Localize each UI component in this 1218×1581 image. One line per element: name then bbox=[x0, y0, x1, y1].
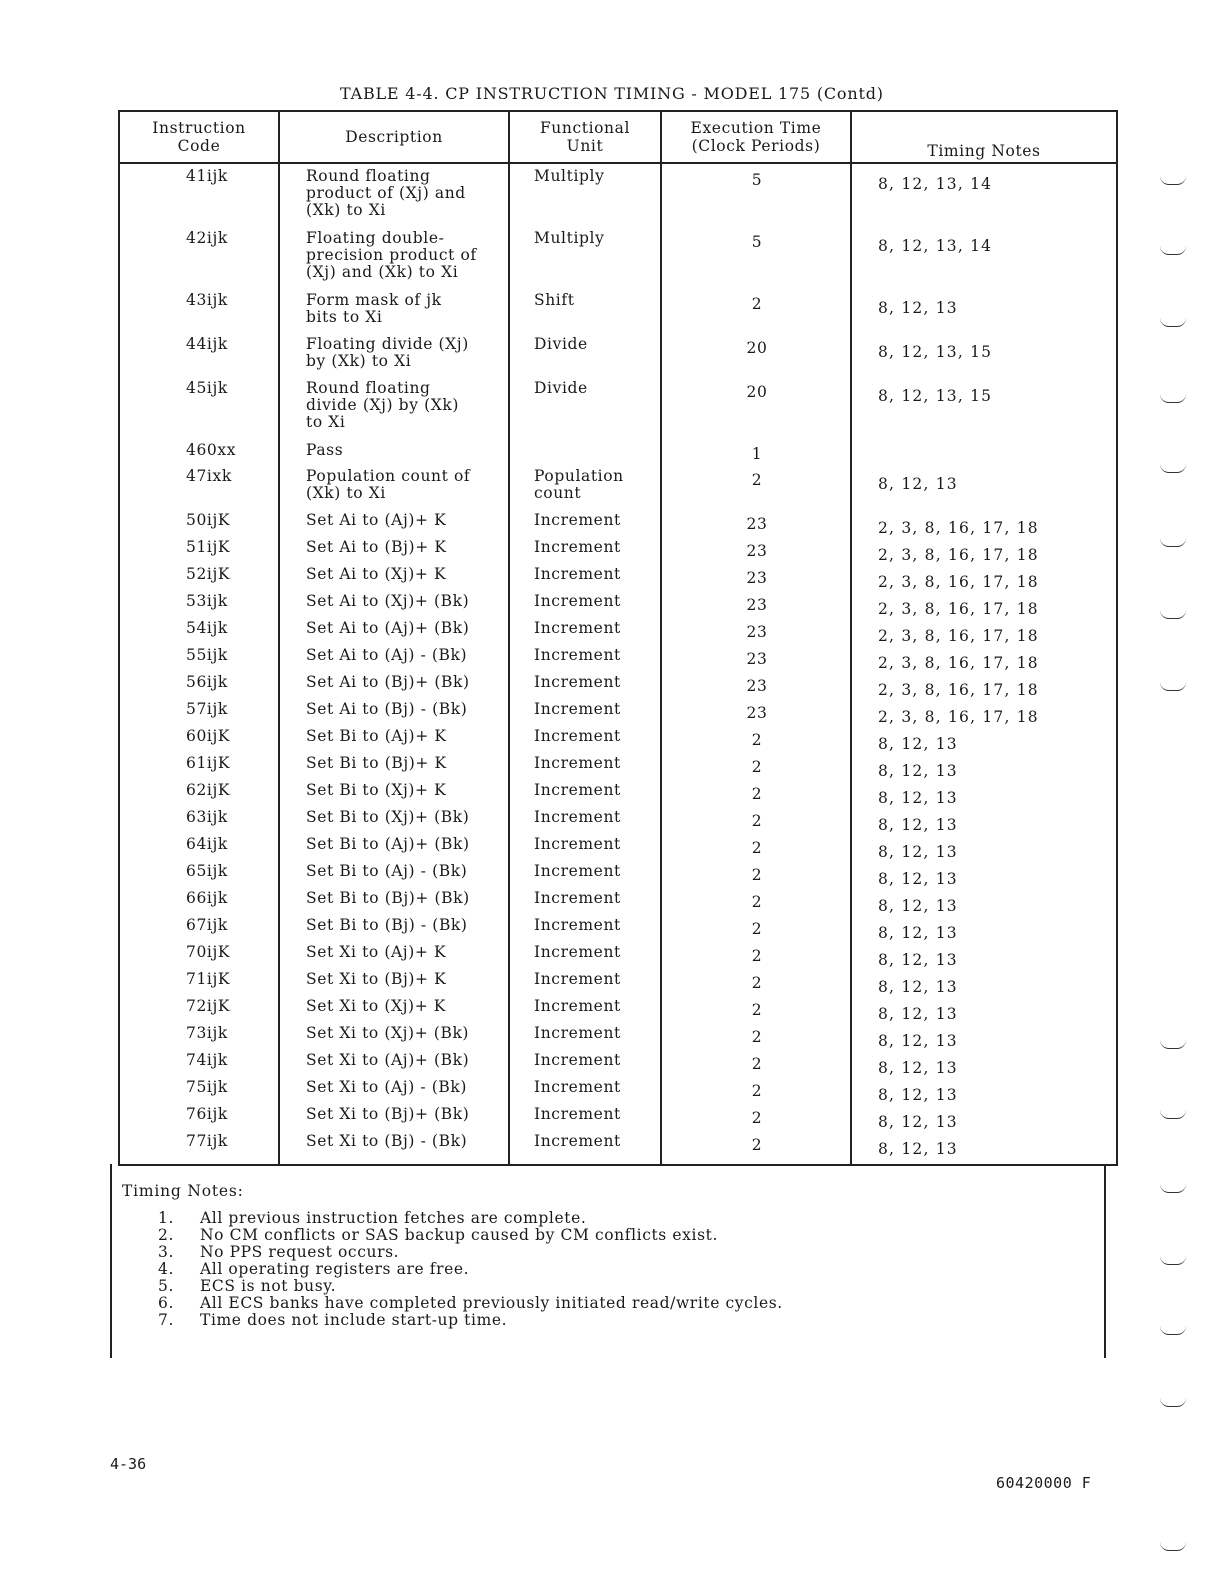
description-cell: Set Xi to (Aj) - (Bk) bbox=[306, 1078, 468, 1096]
timing-notes-cell: 8, 12, 13 bbox=[878, 299, 958, 317]
execution-time-cell: 2 bbox=[751, 731, 763, 749]
instruction-code-cell: 67ijk bbox=[186, 916, 228, 934]
instruction-code-cell: 70ijK bbox=[186, 943, 231, 961]
timing-note bbox=[158, 1244, 783, 1261]
description-cell: Set Bi to (Xj)+ (Bk) bbox=[306, 808, 470, 826]
table-row bbox=[120, 566, 1116, 593]
instruction-timing-table bbox=[118, 110, 1118, 1166]
table-row bbox=[120, 890, 1116, 917]
instruction-code-cell: 75ijk bbox=[186, 1078, 228, 1096]
description-cell: Set Ai to (Xj)+ K bbox=[306, 565, 447, 583]
description-cell: Set Xi to (Aj)+ K bbox=[306, 943, 447, 961]
instruction-code-cell: 64ijk bbox=[186, 835, 228, 853]
margin-mark bbox=[1160, 394, 1186, 403]
description-cell: Set Xi to (Xj)+ (Bk) bbox=[306, 1024, 470, 1042]
description-cell: Set Ai to (Bj)+ (Bk) bbox=[306, 673, 470, 691]
table-body bbox=[120, 164, 1116, 1166]
instruction-code-cell: 50ijK bbox=[186, 511, 231, 529]
functional-unit-cell: Increment bbox=[534, 619, 621, 637]
table-row bbox=[120, 1052, 1116, 1079]
timing-note-number: 2. bbox=[158, 1226, 174, 1244]
instruction-code-cell: 45ijk bbox=[186, 379, 228, 397]
functional-unit-cell: Increment bbox=[534, 916, 621, 934]
margin-mark bbox=[1160, 1398, 1186, 1407]
timing-notes-section bbox=[110, 1164, 1106, 1358]
instruction-code-cell: 76ijk bbox=[186, 1105, 228, 1123]
description-cell: Set Ai to (Bj) - (Bk) bbox=[306, 700, 468, 718]
timing-notes-title: Timing Notes: bbox=[122, 1182, 244, 1200]
functional-unit-cell: Shift bbox=[534, 291, 575, 309]
document-number: 60420000 F bbox=[996, 1474, 1092, 1492]
execution-time-cell: 23 bbox=[746, 650, 768, 668]
description-cell: Set Xi to (Xj)+ K bbox=[306, 997, 446, 1015]
instruction-code-cell: 55ijk bbox=[186, 646, 228, 664]
timing-note-number: 7. bbox=[158, 1311, 174, 1329]
description-cell: Set Ai to (Aj)+ K bbox=[306, 511, 447, 529]
instruction-code-cell: 41ijk bbox=[186, 167, 228, 185]
description-cell: Set Bi to (Xj)+ K bbox=[306, 781, 447, 799]
instruction-code-cell: 66ijk bbox=[186, 889, 228, 907]
execution-time-cell: 23 bbox=[746, 569, 768, 587]
description-cell: Floating double- precision product of (Xj) and (Xk) to Xi bbox=[306, 229, 477, 281]
execution-time-cell: 23 bbox=[746, 515, 768, 533]
execution-time-cell: 23 bbox=[746, 542, 768, 560]
functional-unit-cell: Increment bbox=[534, 808, 621, 826]
timing-note bbox=[158, 1227, 783, 1244]
functional-unit-cell: Increment bbox=[534, 1105, 621, 1123]
description-cell: Set Bi to (Bj)+ (Bk) bbox=[306, 889, 470, 907]
functional-unit-cell: Increment bbox=[534, 673, 621, 691]
timing-notes-cell: 8, 12, 13 bbox=[878, 1113, 958, 1131]
execution-time-cell: 2 bbox=[751, 1109, 763, 1127]
execution-time-cell: 2 bbox=[751, 1028, 763, 1046]
description-cell: Population count of (Xk) to Xi bbox=[306, 467, 471, 502]
description-cell: Floating divide (Xj) by (Xk) to Xi bbox=[306, 335, 469, 370]
timing-notes-cell: 2, 3, 8, 16, 17, 18 bbox=[878, 681, 1039, 699]
functional-unit-cell: Increment bbox=[534, 997, 621, 1015]
table-row bbox=[120, 1106, 1116, 1133]
timing-notes-list bbox=[158, 1210, 783, 1329]
functional-unit-cell: Increment bbox=[534, 700, 621, 718]
header-description: Description bbox=[280, 112, 510, 162]
execution-time-cell: 2 bbox=[751, 974, 763, 992]
table-row bbox=[120, 782, 1116, 809]
description-cell: Set Bi to (Bj) - (Bk) bbox=[306, 916, 468, 934]
margin-mark bbox=[1160, 318, 1186, 327]
instruction-code-cell: 56ijk bbox=[186, 673, 228, 691]
functional-unit-cell: Increment bbox=[534, 943, 621, 961]
description-cell: Round floating product of (Xj) and (Xk) to Xi bbox=[306, 167, 466, 219]
table-row bbox=[120, 701, 1116, 728]
instruction-code-cell: 60ijK bbox=[186, 727, 231, 745]
instruction-code-cell: 42ijk bbox=[186, 229, 228, 247]
functional-unit-cell: Increment bbox=[534, 889, 621, 907]
execution-time-cell: 23 bbox=[746, 677, 768, 695]
margin-mark bbox=[1160, 1184, 1186, 1193]
instruction-code-cell: 73ijk bbox=[186, 1024, 228, 1042]
timing-notes-cell: 8, 12, 13 bbox=[878, 762, 958, 780]
table-row bbox=[120, 336, 1116, 380]
functional-unit-cell: Increment bbox=[534, 1078, 621, 1096]
timing-note-text: No PPS request occurs. bbox=[200, 1243, 400, 1261]
instruction-code-cell: 74ijk bbox=[186, 1051, 228, 1069]
execution-time-cell: 5 bbox=[751, 233, 763, 251]
functional-unit-cell: Increment bbox=[534, 970, 621, 988]
execution-time-cell: 23 bbox=[746, 704, 768, 722]
timing-notes-cell: 8, 12, 13, 14 bbox=[878, 175, 993, 193]
margin-mark bbox=[1160, 1110, 1186, 1119]
table-row bbox=[120, 442, 1116, 468]
execution-time-cell: 2 bbox=[751, 1055, 763, 1073]
timing-notes-cell: 2, 3, 8, 16, 17, 18 bbox=[878, 627, 1039, 645]
functional-unit-cell: Increment bbox=[534, 565, 621, 583]
functional-unit-cell: Increment bbox=[534, 754, 621, 772]
table-row bbox=[120, 230, 1116, 292]
functional-unit-cell: Increment bbox=[534, 862, 621, 880]
table-row bbox=[120, 1079, 1116, 1106]
table-row bbox=[120, 998, 1116, 1025]
timing-notes-cell: 8, 12, 13 bbox=[878, 924, 958, 942]
execution-time-cell: 2 bbox=[751, 1136, 763, 1154]
timing-note-text: Time does not include start-up time. bbox=[200, 1311, 508, 1329]
description-cell: Pass bbox=[306, 441, 344, 459]
execution-time-cell: 2 bbox=[751, 839, 763, 857]
execution-time-cell: 23 bbox=[746, 596, 768, 614]
table-row bbox=[120, 468, 1116, 512]
instruction-code-cell: 54ijk bbox=[186, 619, 228, 637]
timing-note-text: ECS is not busy. bbox=[200, 1277, 337, 1295]
functional-unit-cell: Increment bbox=[534, 538, 621, 556]
functional-unit-cell: Increment bbox=[534, 727, 621, 745]
timing-notes-cell: 8, 12, 13 bbox=[878, 1005, 958, 1023]
instruction-code-cell: 44ijk bbox=[186, 335, 228, 353]
margin-mark bbox=[1160, 1040, 1186, 1049]
execution-time-cell: 20 bbox=[746, 383, 768, 401]
timing-notes-cell: 2, 3, 8, 16, 17, 18 bbox=[878, 519, 1039, 537]
table-header-row bbox=[120, 112, 1116, 164]
description-cell: Form mask of jk bits to Xi bbox=[306, 291, 442, 326]
instruction-code-cell: 51ijK bbox=[186, 538, 231, 556]
functional-unit-cell: Divide bbox=[534, 335, 588, 353]
timing-note-text: All ECS banks have completed previously initiated read/write cycles. bbox=[200, 1294, 783, 1312]
timing-note bbox=[158, 1210, 783, 1227]
instruction-code-cell: 57ijk bbox=[186, 700, 228, 718]
margin-mark bbox=[1160, 682, 1186, 691]
instruction-code-cell: 460xx bbox=[186, 441, 237, 459]
instruction-code-cell: 43ijk bbox=[186, 291, 228, 309]
execution-time-cell: 2 bbox=[751, 758, 763, 776]
table-row bbox=[120, 647, 1116, 674]
timing-notes-cell: 8, 12, 13, 14 bbox=[878, 237, 993, 255]
table-row bbox=[120, 674, 1116, 701]
functional-unit-cell: Population count bbox=[534, 467, 624, 502]
timing-notes-cell: 8, 12, 13 bbox=[878, 789, 958, 807]
timing-note bbox=[158, 1312, 783, 1329]
timing-note-text: All operating registers are free. bbox=[200, 1260, 470, 1278]
description-cell: Set Bi to (Aj)+ (Bk) bbox=[306, 835, 470, 853]
execution-time-cell: 20 bbox=[746, 339, 768, 357]
table-row bbox=[120, 1133, 1116, 1160]
execution-time-cell: 5 bbox=[751, 171, 763, 189]
execution-time-cell: 2 bbox=[751, 866, 763, 884]
execution-time-cell: 2 bbox=[751, 1001, 763, 1019]
functional-unit-cell: Multiply bbox=[534, 167, 605, 185]
timing-notes-cell bbox=[852, 442, 1116, 468]
functional-unit-cell: Increment bbox=[534, 781, 621, 799]
description-cell: Set Ai to (Bj)+ K bbox=[306, 538, 447, 556]
functional-unit-cell: Increment bbox=[534, 1132, 621, 1150]
timing-note-number: 3. bbox=[158, 1243, 174, 1261]
timing-notes-cell: 2, 3, 8, 16, 17, 18 bbox=[878, 573, 1039, 591]
execution-time-cell: 2 bbox=[751, 947, 763, 965]
table-row bbox=[120, 755, 1116, 782]
table-row bbox=[120, 620, 1116, 647]
description-cell: Set Xi to (Aj)+ (Bk) bbox=[306, 1051, 470, 1069]
functional-unit-cell: Increment bbox=[534, 1024, 621, 1042]
execution-time-cell: 2 bbox=[751, 920, 763, 938]
timing-notes-cell: 2, 3, 8, 16, 17, 18 bbox=[878, 708, 1039, 726]
description-cell: Set Xi to (Bj)+ K bbox=[306, 970, 447, 988]
margin-mark bbox=[1160, 610, 1186, 619]
margin-mark bbox=[1160, 246, 1186, 255]
timing-notes-cell: 8, 12, 13 bbox=[878, 951, 958, 969]
execution-time-cell: 2 bbox=[751, 295, 763, 313]
table-row bbox=[120, 917, 1116, 944]
table-row bbox=[120, 863, 1116, 890]
timing-notes-cell: 8, 12, 13 bbox=[878, 843, 958, 861]
execution-time-cell: 2 bbox=[751, 893, 763, 911]
timing-note-text: All previous instruction fetches are complete. bbox=[200, 1209, 587, 1227]
timing-notes-cell: 8, 12, 13, 15 bbox=[878, 343, 993, 361]
timing-note-text: No CM conflicts or SAS backup caused by CM conflicts exist. bbox=[200, 1226, 718, 1244]
timing-notes-cell: 8, 12, 13 bbox=[878, 1140, 958, 1158]
instruction-code-cell: 63ijk bbox=[186, 808, 228, 826]
table-caption: TABLE 4-4. CP INSTRUCTION TIMING - MODEL 175 (Contd) bbox=[340, 84, 884, 103]
execution-time-cell: 2 bbox=[751, 785, 763, 803]
instruction-code-cell: 62ijK bbox=[186, 781, 231, 799]
timing-notes-cell: 8, 12, 13 bbox=[878, 1032, 958, 1050]
functional-unit-cell: Increment bbox=[534, 835, 621, 853]
execution-time-cell: 2 bbox=[751, 812, 763, 830]
timing-notes-cell: 2, 3, 8, 16, 17, 18 bbox=[878, 600, 1039, 618]
functional-unit-cell: Increment bbox=[534, 1051, 621, 1069]
timing-notes-cell: 8, 12, 13 bbox=[878, 1059, 958, 1077]
instruction-code-cell: 65ijk bbox=[186, 862, 228, 880]
execution-time-cell: 23 bbox=[746, 623, 768, 641]
timing-notes-cell: 8, 12, 13 bbox=[878, 735, 958, 753]
timing-note-number: 1. bbox=[158, 1209, 174, 1227]
instruction-code-cell: 71ijK bbox=[186, 970, 231, 988]
table-row bbox=[120, 728, 1116, 755]
description-cell: Set Ai to (Aj)+ (Bk) bbox=[306, 619, 470, 637]
description-cell: Set Ai to (Aj) - (Bk) bbox=[306, 646, 468, 664]
description-cell: Set Bi to (Aj)+ K bbox=[306, 727, 447, 745]
timing-notes-cell: 8, 12, 13 bbox=[878, 978, 958, 996]
functional-unit-cell bbox=[510, 442, 662, 468]
table-row bbox=[120, 971, 1116, 998]
functional-unit-cell: Increment bbox=[534, 646, 621, 664]
table-row bbox=[120, 539, 1116, 566]
margin-mark bbox=[1160, 176, 1186, 185]
instruction-code-cell: 52ijK bbox=[186, 565, 231, 583]
instruction-code-cell: 77ijk bbox=[186, 1132, 228, 1150]
table-row bbox=[120, 168, 1116, 230]
timing-notes-cell: 8, 12, 13 bbox=[878, 1086, 958, 1104]
timing-note-number: 5. bbox=[158, 1277, 174, 1295]
description-cell: Set Ai to (Xj)+ (Bk) bbox=[306, 592, 470, 610]
functional-unit-cell: Divide bbox=[534, 379, 588, 397]
functional-unit-cell: Increment bbox=[534, 511, 621, 529]
execution-time-cell: 2 bbox=[751, 1082, 763, 1100]
description-cell: Set Bi to (Bj)+ K bbox=[306, 754, 447, 772]
timing-notes-cell: 8, 12, 13 bbox=[878, 475, 958, 493]
timing-note bbox=[158, 1261, 783, 1278]
timing-notes-cell: 8, 12, 13 bbox=[878, 870, 958, 888]
timing-notes-cell: 2, 3, 8, 16, 17, 18 bbox=[878, 654, 1039, 672]
margin-mark bbox=[1160, 1256, 1186, 1265]
header-functional-unit: Functional Unit bbox=[510, 112, 662, 162]
table-row bbox=[120, 1025, 1116, 1052]
description-cell: Round floating divide (Xj) by (Xk) to Xi bbox=[306, 379, 460, 431]
timing-note-number: 6. bbox=[158, 1294, 174, 1312]
functional-unit-cell: Increment bbox=[534, 592, 621, 610]
timing-note bbox=[158, 1295, 783, 1312]
table-row bbox=[120, 292, 1116, 336]
margin-mark bbox=[1160, 1542, 1186, 1551]
timing-notes-cell: 8, 12, 13, 15 bbox=[878, 387, 993, 405]
page-number: 4-36 bbox=[110, 1455, 147, 1473]
timing-notes-cell: 2, 3, 8, 16, 17, 18 bbox=[878, 546, 1039, 564]
execution-time-cell: 1 bbox=[751, 445, 763, 463]
table-row bbox=[120, 836, 1116, 863]
execution-time-cell: 2 bbox=[751, 471, 763, 489]
instruction-code-cell: 53ijk bbox=[186, 592, 228, 610]
margin-mark bbox=[1160, 538, 1186, 547]
instruction-code-cell: 72ijK bbox=[186, 997, 231, 1015]
header-timing-notes: Timing Notes bbox=[927, 142, 1041, 160]
margin-mark bbox=[1160, 464, 1186, 473]
instruction-code-cell: 61ijK bbox=[186, 754, 231, 772]
timing-notes-cell: 8, 12, 13 bbox=[878, 816, 958, 834]
instruction-code-cell: 47ixk bbox=[186, 467, 232, 485]
table-row bbox=[120, 809, 1116, 836]
timing-notes-cell: 8, 12, 13 bbox=[878, 897, 958, 915]
description-cell: Set Bi to (Aj) - (Bk) bbox=[306, 862, 468, 880]
description-cell: Set Xi to (Bj)+ (Bk) bbox=[306, 1105, 470, 1123]
table-rows bbox=[120, 168, 1116, 1160]
table-row bbox=[120, 380, 1116, 442]
timing-note bbox=[158, 1278, 783, 1295]
functional-unit-cell: Multiply bbox=[534, 229, 605, 247]
table-row bbox=[120, 944, 1116, 971]
table-row bbox=[120, 593, 1116, 620]
description-cell: Set Xi to (Bj) - (Bk) bbox=[306, 1132, 468, 1150]
table-row bbox=[120, 512, 1116, 539]
header-instruction-code: Instruction Code bbox=[120, 112, 280, 162]
margin-mark bbox=[1160, 1326, 1186, 1335]
timing-note-number: 4. bbox=[158, 1260, 174, 1278]
header-execution-time: Execution Time (Clock Periods) bbox=[662, 112, 852, 162]
